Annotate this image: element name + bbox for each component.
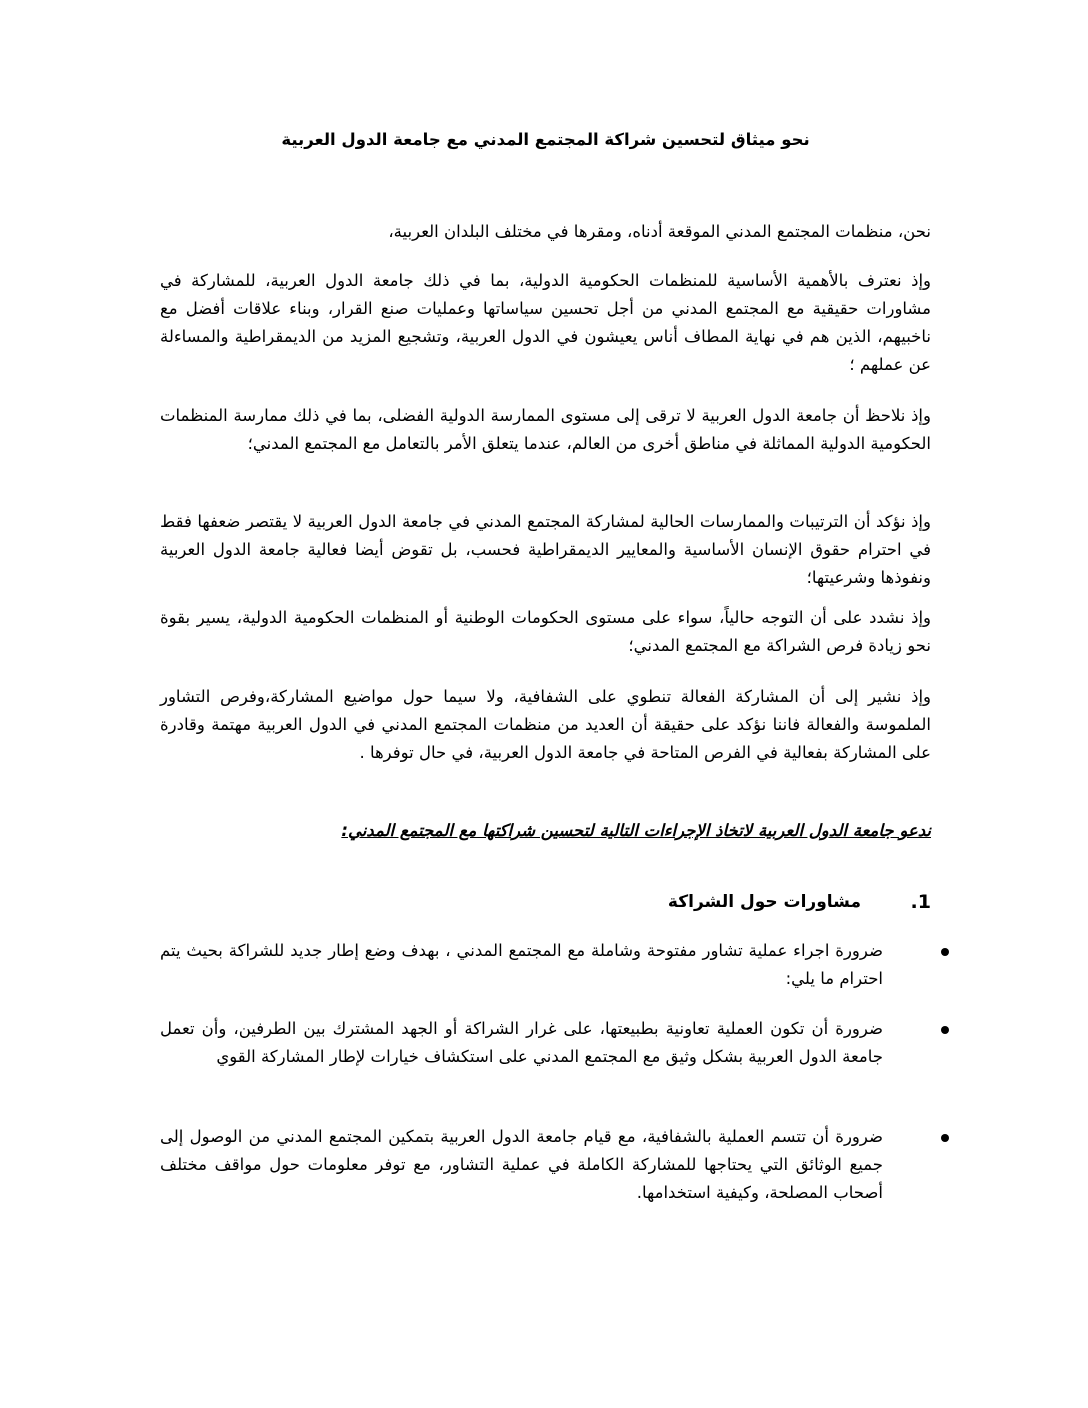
list-item bbox=[160, 1015, 915, 1071]
section-number: 1. bbox=[910, 891, 931, 913]
list-item bbox=[160, 1123, 915, 1207]
bullet-icon bbox=[941, 1026, 949, 1034]
paragraph-affirmation: وإذ نؤكد أن الترتيبات والممارسات الحالية لمشاركة المجتمع المدني في جامعة الدول العربية لا يقتصر ضعفها فقط في احترام حقوق الإنسان الأساسية والمعايير الديمقراطية فحسب، بل تقوض أيضا فعالية جامعة الدول العربية ونفوذها وشرعيتها؛ bbox=[160, 512, 931, 587]
paragraph-emphasis: وإذ نشدد على أن التوجه حالياً، سواء على مستوى الحكومات الوطنية أو المنظمات الحكومية الدولية، يسير بقوة نحو زيادة فرص الشراكة مع المجتمع المدني؛ bbox=[160, 608, 931, 655]
bullet-icon bbox=[941, 948, 949, 956]
document-title: نحو ميثاق لتحسين شراكة المجتمع المدني مع جامعة الدول العربية bbox=[281, 130, 810, 149]
list-item-text: ضرورة أن تتسم العملية بالشفافية، مع قيام جامعة الدول العربية بتمكين المجتمع المدني من الوصول إلى جميع الوثائق التي يحتاجها للمشاركة الكاملة في عملية التشاور، مع توفر معلومات حول مواقف مختلف أصحاب المصلحة، وكيفية استخدامها. bbox=[160, 1127, 883, 1202]
section-title: مشاورات حول الشراكة bbox=[667, 892, 861, 912]
call-to-action: ندعو جامعة الدول العربية لاتخاذ الإجراءات التالية لتحسين شراكتها مع المجتمع المدني: bbox=[341, 821, 931, 840]
paragraph-intro: نحن، منظمات المجتمع المدني الموقعة أدناه، ومقرها في مختلف البلدان العربية، bbox=[388, 222, 931, 241]
paragraph-recognition: وإذ نعترف بالأهمية الأساسية للمنظمات الحكومية الدولية، بما في ذلك جامعة الدول العربية، للمشاركة في مشاورات حقيقية مع المجتمع المدني من أجل تحسين سياساتها وعمليات صنع القرار، وبناء علاقات أفضل مع ناخبيهم، الذين هم في نهاية المطاف أناس يعيشون في الدول العربية، وتشجيع المزيد من الديمقراطية والمساءلة عن عملهم ؛ bbox=[160, 271, 931, 374]
list-item-text: ضرورة اجراء عملية تشاور مفتوحة وشاملة مع المجتمع المدني ، بهدف وضع إطار جديد للشراكة بحيث يتم احترام ما يلي: bbox=[160, 941, 883, 988]
paragraph-observation: وإذ نلاحظ أن جامعة الدول العربية لا ترقى إلى مستوى الممارسة الدولية الفضلى، بما في ذلك ممارسة المنظمات الحكومية الدولية المماثلة في مناطق أخرى من العالم، عندما يتعلق الأمر بالتعامل مع المجتمع المدني؛ bbox=[160, 406, 931, 453]
list-item-text: ضرورة أن تكون العملية تعاونية بطبيعتها، على غرار الشراكة أو الجهد المشترك بين الطرفين، وأن تعمل جامعة الدول العربية بشكل وثيق مع المجتمع المدني على استكشاف خيارات لإطار المشاركة القوي bbox=[160, 1019, 883, 1066]
list-item bbox=[160, 937, 915, 993]
section-heading bbox=[431, 888, 931, 916]
paragraph-participation: وإذ نشير إلى أن المشاركة الفعالة تنطوي على الشفافية، ولا سيما حول مواضيع المشاركة،وفرص التشاور الملموسة والفعالة فاننا نؤكد على حقيقة أن العديد من منظمات المجتمع المدني في الدول العربية مهتمة وقادرة على المشاركة بفعالية في الفرص المتاحة في جامعة الدول العربية، في حال توفرها . bbox=[160, 687, 931, 762]
bullet-icon bbox=[941, 1134, 949, 1142]
